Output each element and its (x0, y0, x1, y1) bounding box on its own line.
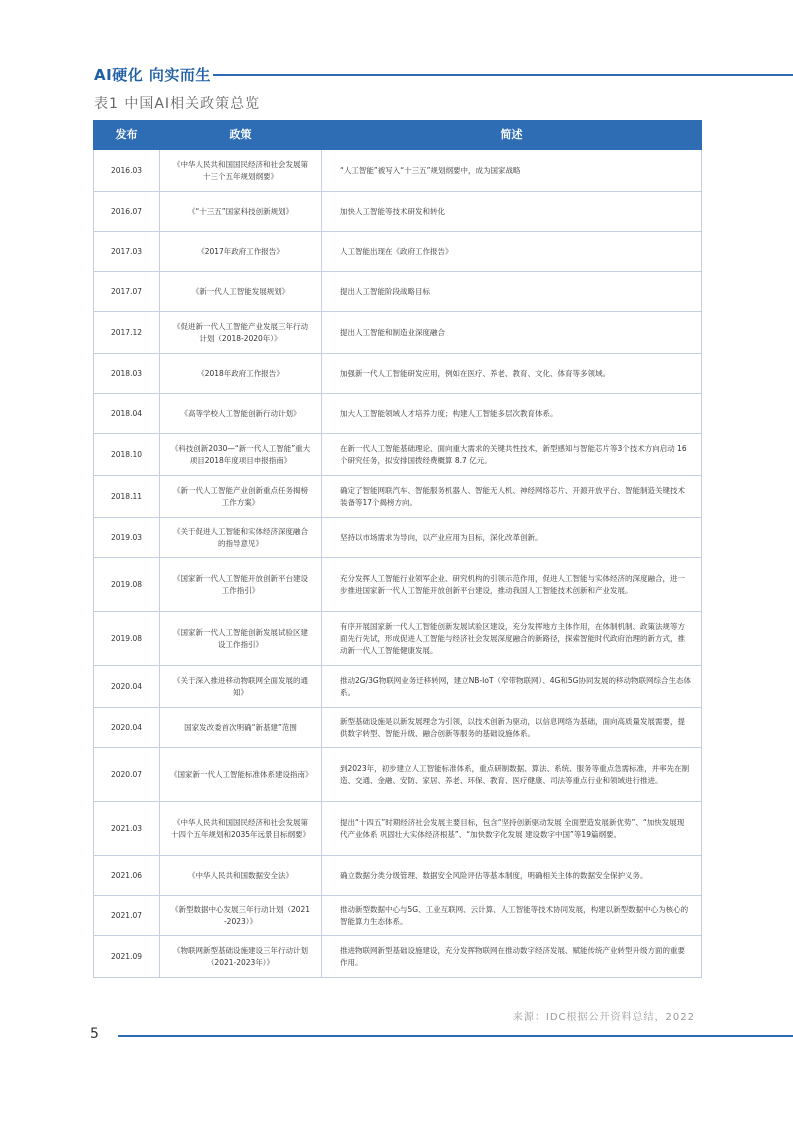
table-row (94, 748, 702, 802)
row-description: 提出“十四五”时期经济社会发展主要目标，包含“坚持创新驱动发展 全面塑造发展新优势”、“加快发展现代产业体系 巩固壮大实体经济根基”、“加快数字化发展 建设数字中国”等19篇纲要。 (322, 802, 702, 856)
row-date: 2018.10 (94, 434, 160, 476)
row-description: 加强新一代人工智能研发应用，例如在医疗、养老、教育、文化、体育等多领域。 (322, 354, 702, 394)
table-row (94, 150, 702, 192)
table-row (94, 434, 702, 476)
table-row (94, 232, 702, 272)
table-header-row (94, 121, 702, 150)
table-row (94, 936, 702, 978)
row-policy: 《2018年政府工作报告》 (160, 354, 322, 394)
table-row (94, 192, 702, 232)
column-header-policy: 政策 (160, 121, 322, 150)
row-policy: 《国家新一代人工智能创新发展试验区建设工作指引》 (160, 612, 322, 666)
row-date: 2021.06 (94, 856, 160, 896)
row-policy: 《“十三五”国家科技创新规划》 (160, 192, 322, 232)
row-description: 加大人工智能领域人才培养力度；构建人工智能多层次教育体系。 (322, 394, 702, 434)
row-date: 2021.07 (94, 896, 160, 936)
row-policy: 《促进新一代人工智能产业发展三年行动计划（2018-2020年）》 (160, 312, 322, 354)
row-policy: 《中华人民共和国国民经济和社会发展第十三个五年规划纲要》 (160, 150, 322, 192)
row-policy: 《国家新一代人工智能标准体系建设指南》 (160, 748, 322, 802)
row-policy: 《新型数据中心发展三年行动计划（2021-2023）》 (160, 896, 322, 936)
table-row (94, 354, 702, 394)
column-header-date: 发布 (94, 121, 160, 150)
row-description: 确立数据分类分级管理、数据安全风险评估等基本制度，明确相关主体的数据安全保护义务。 (322, 856, 702, 896)
row-date: 2018.04 (94, 394, 160, 434)
table-row (94, 856, 702, 896)
table-caption: 表1 中国AI相关政策总览 (94, 96, 261, 112)
column-header-description: 简述 (322, 121, 702, 150)
row-description: 到2023年，初步建立人工智能标准体系，重点研制数据、算法、系统、服务等重点急需标准，并率先在制造、交通、金融、安防、家居、养老、环保、教育、医疗健康、司法等重点行业和领域进行推进。 (322, 748, 702, 802)
row-policy: 《国家新一代人工智能开放创新平台建设工作指引》 (160, 558, 322, 612)
row-date: 2016.03 (94, 150, 160, 192)
row-date: 2016.07 (94, 192, 160, 232)
page-number: 5 (90, 1026, 99, 1042)
table-row (94, 708, 702, 748)
table-row (94, 558, 702, 612)
table-body (94, 150, 702, 978)
table-row (94, 612, 702, 666)
row-date: 2017.07 (94, 272, 160, 312)
row-policy: 《新一代人工智能发展规划》 (160, 272, 322, 312)
row-description: 人工智能出现在《政府工作报告》 (322, 232, 702, 272)
row-date: 2020.04 (94, 666, 160, 708)
row-date: 2018.11 (94, 476, 160, 518)
table-row (94, 272, 702, 312)
table-row (94, 312, 702, 354)
row-policy: 《关于深入推进移动物联网全面发展的通知》 (160, 666, 322, 708)
row-date: 2017.12 (94, 312, 160, 354)
row-date: 2019.08 (94, 558, 160, 612)
footer-divider (118, 1035, 793, 1037)
row-description: 充分发挥人工智能行业领军企业、研究机构的引领示范作用，促进人工智能与实体经济的深度融合，进一步推进国家新一代人工智能开放创新平台建设，推动我国人工智能技术创新和产业发展。 (322, 558, 702, 612)
row-description: 推进物联网新型基础设施建设，充分发挥物联网在推动数字经济发展、赋能传统产业转型升级方面的重要作用。 (322, 936, 702, 978)
row-description: 新型基础设施是以新发展理念为引领，以技术创新为驱动，以信息网络为基础，面向高质量发展需要，提供数字转型、智能升级、融合创新等服务的基础设施体系。 (322, 708, 702, 748)
row-date: 2018.03 (94, 354, 160, 394)
row-policy: 《2017年政府工作报告》 (160, 232, 322, 272)
policy-table (93, 120, 702, 978)
row-date: 2019.03 (94, 518, 160, 558)
row-description: 坚持以市场需求为导向，以产业应用为目标，深化改革创新。 (322, 518, 702, 558)
row-date: 2017.03 (94, 232, 160, 272)
row-policy: 国家发改委首次明确“新基建”范围 (160, 708, 322, 748)
row-date: 2019.08 (94, 612, 160, 666)
table-row (94, 802, 702, 856)
row-policy: 《中华人民共和国数据安全法》 (160, 856, 322, 896)
row-description: 确定了智能网联汽车、智能服务机器人、智能无人机、神经网络芯片、开源开放平台、智能制造关键技术装备等17个揭榜方向。 (322, 476, 702, 518)
row-description: 推动新型数据中心与5G、工业互联网、云计算、人工智能等技术协同发展，构建以新型数据中心为核心的智能算力生态体系。 (322, 896, 702, 936)
row-description: 推动2G/3G物联网业务迁移转网，建立NB-IoT（窄带物联网）、4G和5G协同发展的移动物联网综合生态体系。 (322, 666, 702, 708)
row-description: 提出人工智能和制造业深度融合 (322, 312, 702, 354)
row-description: 加快人工智能等技术研发和转化 (322, 192, 702, 232)
row-description: “人工智能”被写入“十三五”规划纲要中，成为国家战略 (322, 150, 702, 192)
table-row (94, 394, 702, 434)
row-date: 2020.04 (94, 708, 160, 748)
row-policy: 《新一代人工智能产业创新重点任务揭榜工作方案》 (160, 476, 322, 518)
row-description: 在新一代人工智能基础理论、面向重大需求的关键共性技术、新型感知与智能芯片等3个技术方向启动 16 个研究任务，拟安排国拨经费概算 8.7 亿元。 (322, 434, 702, 476)
row-policy: 《关于促进人工智能和实体经济深度融合的指导意见》 (160, 518, 322, 558)
row-date: 2021.09 (94, 936, 160, 978)
row-description: 提出人工智能阶段战略目标 (322, 272, 702, 312)
row-policy: 《科技创新2030—“新一代人工智能”重大项目2018年度项目申报指南》 (160, 434, 322, 476)
header-divider (213, 74, 793, 76)
row-date: 2020.07 (94, 748, 160, 802)
table-row (94, 518, 702, 558)
table-row (94, 476, 702, 518)
row-policy: 《高等学校人工智能创新行动计划》 (160, 394, 322, 434)
row-date: 2021.03 (94, 802, 160, 856)
source-note: 来源：IDC根据公开资料总结，2022 (512, 1012, 695, 1023)
table-row (94, 896, 702, 936)
table-row (94, 666, 702, 708)
row-policy: 《中华人民共和国国民经济和社会发展第十四个五年规划和2035年远景目标纲要》 (160, 802, 322, 856)
row-policy: 《物联网新型基础设施建设三年行动计划（2021-2023年）》 (160, 936, 322, 978)
header-title: AI硬化 向实而生 (94, 66, 211, 84)
row-description: 有序开展国家新一代人工智能创新发展试验区建设，充分发挥地方主体作用，在体制机制、政策法规等方面先行先试，形成促进人工智能与经济社会发展深度融合的新路径，探索智能时代政府治理的新方式，推动新一代人工智能健康发展。 (322, 612, 702, 666)
